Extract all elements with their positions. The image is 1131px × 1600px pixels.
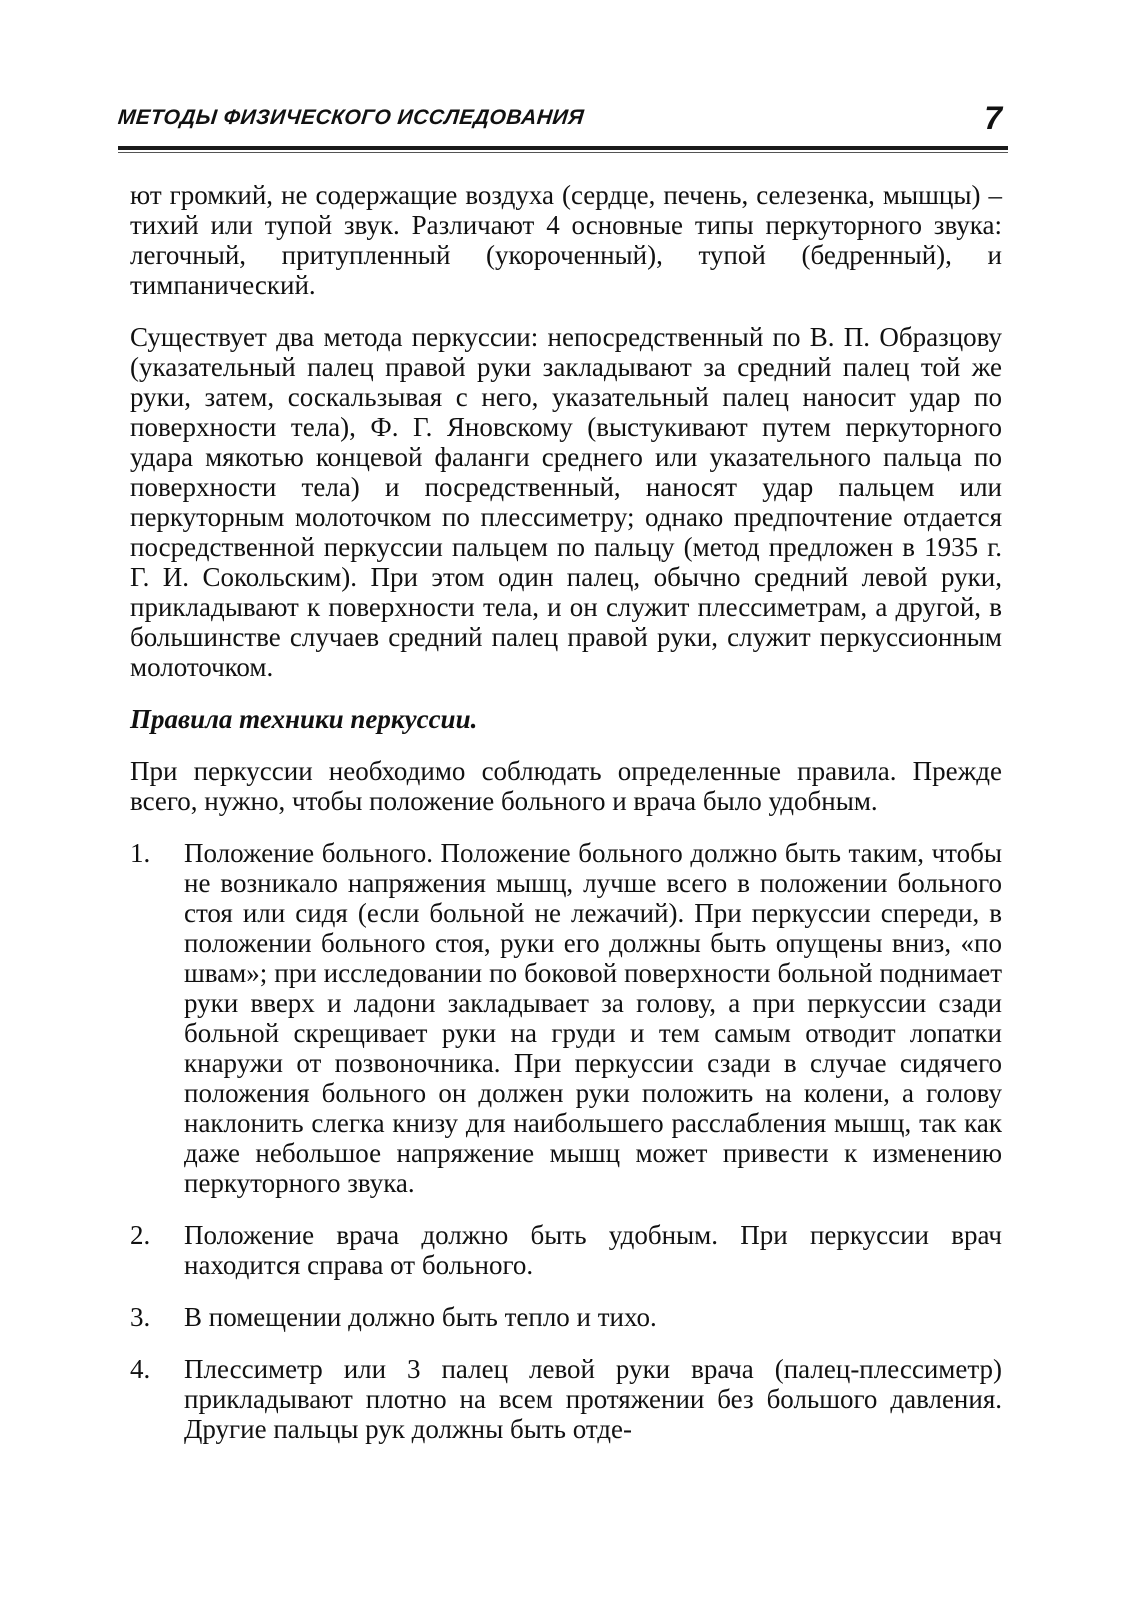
list-item	[130, 838, 1002, 1198]
list-item-text: Положение врача должно быть удобным. При перкуссии врач находится справа от больного.	[184, 1220, 1002, 1280]
list-item-number: 1.	[130, 838, 151, 868]
page-number: 7	[984, 100, 1002, 136]
list-item-number: 3.	[130, 1302, 151, 1332]
list-item-text: Положение больного. Положение больного должно быть таким, чтобы не возникало напряжения мышц, лучше всего в положении больного стоя или сидя (если больной не лежачий). При перкуссии спереди, в положении больного стоя, руки его должны быть опущены вниз, «по швам»; при исследовании по боковой поверхности больной поднимает руки вверх и ладони закладывает за голову, а при перкуссии сзади больной скрещивает руки на груди и тем самым отводит лопатки кнаружи от позвоночника. При перкуссии сзади в случае сидячего положения больного он должен руки положить на колени, а голову наклонить слегка книзу для наибольшего расслабления мышц, так как даже небольшое напряжение мышц может привести к изменению перкуторного звука.	[184, 838, 1002, 1198]
section-subheading: Правила техники перкуссии.	[130, 704, 478, 734]
paragraph-rules-intro: При перкуссии необходимо соблюдать определенные правила. Прежде всего, нужно, чтобы положение больного и врача было удобным.	[130, 756, 1002, 816]
list-item	[130, 1302, 1002, 1332]
running-header	[118, 100, 1008, 144]
list-item-text: Плессиметр или 3 палец левой руки врача (палец-плессиметр) прикладывают плотно на всем протяжении без большого давления. Другие пальцы рук должны быть отде-	[184, 1354, 1002, 1444]
paragraph-percussion-methods: Существует два метода перкуссии: непосредственный по В. П. Образцову (указательный палец правой руки закладывают за средний палец той же руки, затем, соскальзывая с него, указательный палец наносит удар по поверхности тела), Ф. Г. Яновскому (выстукивают путем перкуторного удара мякотью концевой фаланги среднего или указательного пальца по поверхности тела) и посредственный, наносят удар пальцем или перкуторным молоточком по плессиметру; однако предпочтение отдается посредственной перкуссии пальцем по пальцу (метод предложен в 1935 г. Г. И. Сокольским). При этом один палец, обычно средний левой руки, прикладывают к поверхности тела, и он служит плессиметрам, а другой, в большинстве случаев средний палец правой руки, служит перкуссионным молоточком.	[130, 322, 1002, 682]
list-item	[130, 1220, 1002, 1280]
header-rule-thin	[118, 152, 1008, 153]
list-item	[130, 1354, 1002, 1444]
header-rule	[118, 146, 1008, 150]
list-item-number: 2.	[130, 1220, 151, 1250]
rules-list	[130, 838, 1002, 1444]
paragraph-percussion-sounds: ют громкий, не содержащие воздуха (сердце, печень, селезенка, мышцы) – тихий или тупой звук. Различают 4 основные типы перкуторного звука: легочный, притупленный (укороченный), тупой (бедренный), и тимпанический.	[130, 180, 1002, 300]
list-item-number: 4.	[130, 1354, 151, 1384]
running-header-title: МЕТОДЫ ФИЗИЧЕСКОГО ИССЛЕДОВАНИЯ	[116, 106, 586, 129]
list-item-text: В помещении должно быть тепло и тихо.	[184, 1302, 657, 1332]
page-content	[130, 180, 1002, 1444]
